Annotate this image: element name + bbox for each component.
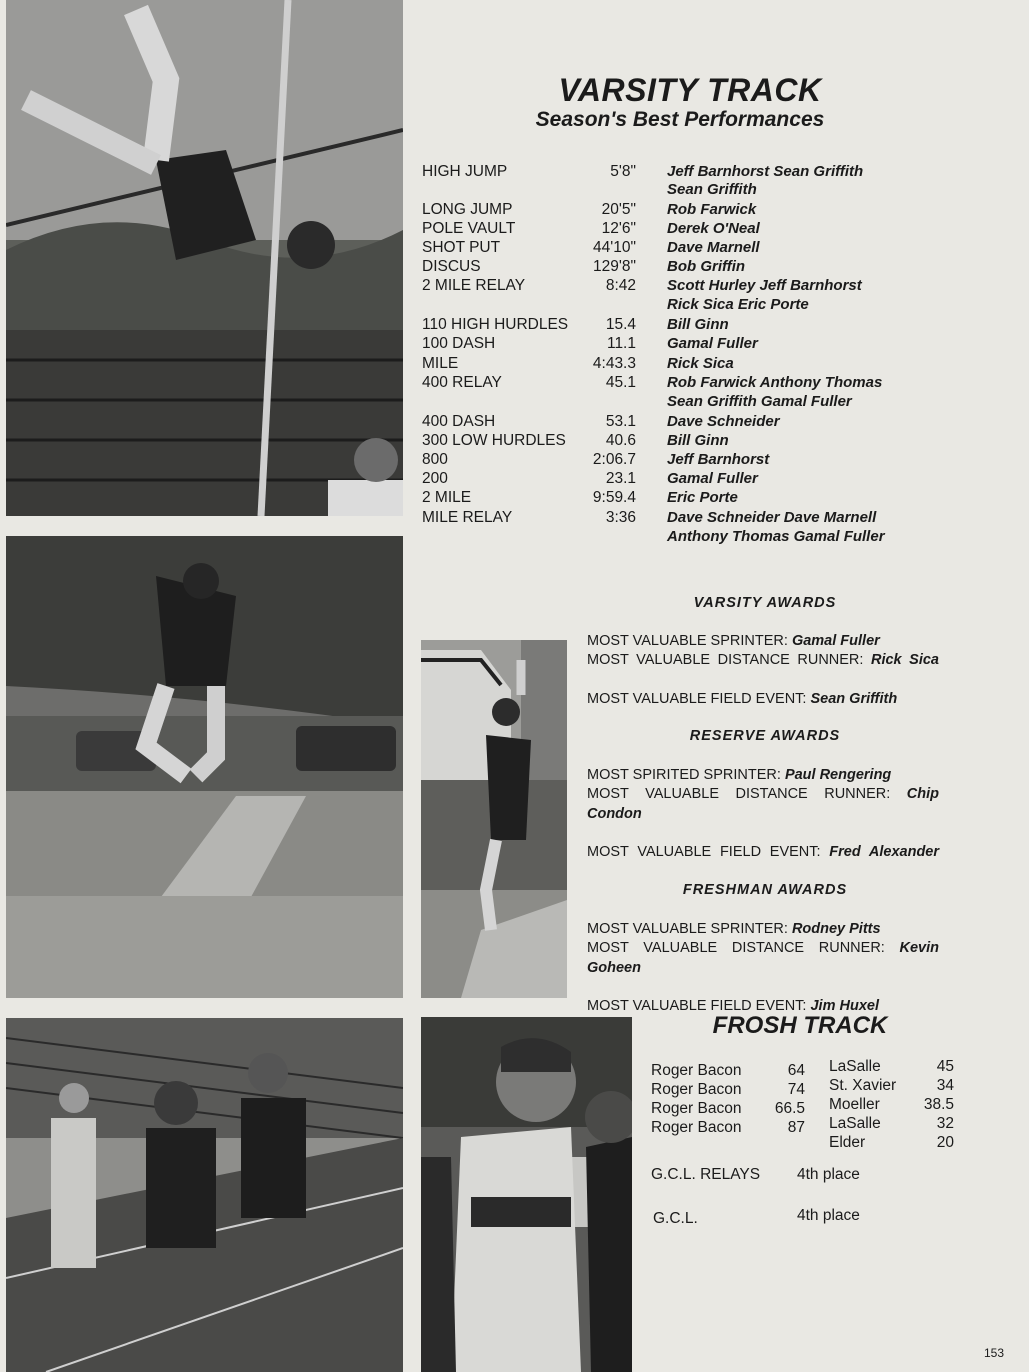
award-label: MOST VALUABLE DISTANCE RUNNER: <box>587 786 891 803</box>
frosh-score: 74 <box>787 1081 805 1098</box>
award-label: MOST VALUABLE FIELD EVENT: <box>587 690 807 707</box>
varsity-awards-list <box>587 632 939 709</box>
award-winner: Gamal Fuller <box>791 633 880 649</box>
freshman-awards-heading: FRESHMAN AWARDS <box>682 882 848 898</box>
award-winner: Sean Griffith <box>810 690 898 707</box>
frosh-title: FROSH TRACK <box>712 1012 888 1039</box>
frosh-result-meet: G.C.L. RELAYS <box>651 1166 761 1183</box>
record-event: 800 <box>422 451 448 468</box>
award-item <box>587 920 939 939</box>
varsity-awards-heading: VARSITY AWARDS <box>693 595 837 611</box>
record-mark: 53.1 <box>605 413 636 430</box>
page-title: VARSITY TRACK <box>558 72 822 108</box>
record-names: Rick Sica Eric Porte <box>667 296 809 313</box>
record-event: DISCUS <box>422 258 481 275</box>
award-item <box>587 766 939 785</box>
award-label: MOST VALUABLE DISTANCE RUNNER: <box>587 652 864 669</box>
record-event: SHOT PUT <box>422 239 501 256</box>
record-mark: 40.6 <box>605 432 636 449</box>
record-names: Scott Hurley Jeff Barnhorst <box>667 277 862 294</box>
record-mark: 45.1 <box>605 374 636 391</box>
award-winner: Jim Huxel <box>810 997 879 1014</box>
record-names: Jeff Barnhorst <box>667 451 770 468</box>
record-event: 400 DASH <box>422 413 496 430</box>
frosh-opponent: St. Xavier <box>829 1077 897 1094</box>
frosh-score: 87 <box>787 1119 805 1136</box>
record-names: Bill Ginn <box>667 432 729 449</box>
frosh-result-place: 4th place <box>797 1166 860 1183</box>
record-names: Dave Marnell <box>667 239 760 256</box>
record-event: MILE RELAY <box>422 509 513 526</box>
record-mark: 15.4 <box>605 316 636 333</box>
frosh-result-meet: G.C.L. <box>653 1210 698 1227</box>
record-event: 100 DASH <box>422 335 496 352</box>
record-names: Sean Griffith <box>667 181 757 198</box>
award-item <box>587 843 939 862</box>
page-number: 153 <box>984 1346 1005 1360</box>
record-event: 2 MILE RELAY <box>422 277 526 294</box>
record-event: 200 <box>422 470 448 487</box>
frosh-result-place: 4th place <box>797 1207 860 1224</box>
award-label: MOST SPIRITED SPRINTER: <box>587 767 781 783</box>
frosh-opp-score: 38.5 <box>923 1096 954 1113</box>
award-winner: Chip Condon <box>587 786 939 822</box>
record-names: Rick Sica <box>667 355 734 372</box>
photo-track-runners <box>6 1018 403 1372</box>
record-event: 400 RELAY <box>422 374 502 391</box>
record-names: Eric Porte <box>667 489 738 506</box>
record-names: Anthony Thomas Gamal Fuller <box>667 528 885 545</box>
award-label: MOST VALUABLE SPRINTER: <box>587 633 788 649</box>
award-label: MOST VALUABLE SPRINTER: <box>587 921 788 937</box>
award-label: MOST VALUABLE FIELD EVENT: <box>587 997 807 1014</box>
award-item <box>587 651 939 670</box>
frosh-opponent: LaSalle <box>829 1058 881 1075</box>
record-mark: 129'8" <box>593 258 636 275</box>
record-names: Rob Farwick Anthony Thomas <box>667 374 883 391</box>
frosh-opp-score: 45 <box>936 1058 954 1075</box>
record-names: Jeff Barnhorst Sean Griffith <box>667 163 864 180</box>
frosh-team: Roger Bacon <box>651 1100 742 1117</box>
frosh-team: Roger Bacon <box>651 1081 742 1098</box>
record-event: HIGH JUMP <box>422 163 508 180</box>
record-mark: 23.1 <box>605 470 636 487</box>
frosh-team: Roger Bacon <box>651 1062 742 1079</box>
record-mark: 3:36 <box>605 509 636 526</box>
record-event: MILE <box>422 355 459 372</box>
award-item <box>587 939 939 978</box>
award-item <box>587 785 939 824</box>
record-names: Bob Griffin <box>667 258 746 275</box>
frosh-opp-score: 32 <box>936 1115 954 1132</box>
frosh-score: 64 <box>787 1062 805 1079</box>
frosh-opp-score: 34 <box>936 1077 954 1094</box>
award-winner: Rick Sica <box>870 652 939 669</box>
frosh-opponent: Moeller <box>829 1096 880 1113</box>
record-mark: 11.1 <box>606 335 636 352</box>
photo-long-jump <box>6 536 403 998</box>
award-item <box>587 632 939 651</box>
award-label: MOST VALUABLE DISTANCE RUNNER: <box>587 940 885 957</box>
page-subtitle: Season's Best Performances <box>535 108 825 131</box>
frosh-opp-score: 20 <box>936 1134 954 1151</box>
record-names: Gamal Fuller <box>667 335 758 352</box>
record-mark: 2:06.7 <box>592 451 636 468</box>
frosh-opponent: LaSalle <box>829 1115 881 1132</box>
record-mark: 5'8" <box>610 163 636 180</box>
frosh-opponent: Elder <box>829 1134 866 1151</box>
record-event: 300 LOW HURDLES <box>422 432 566 449</box>
freshman-awards-list <box>587 920 939 1016</box>
photo-high-jump <box>421 640 567 998</box>
award-label: MOST VALUABLE FIELD EVENT: <box>587 843 821 860</box>
record-names: Bill Ginn <box>667 316 729 333</box>
frosh-score: 66.5 <box>774 1100 805 1117</box>
record-names: Dave Schneider <box>667 413 780 430</box>
award-winner: Paul Rengering <box>784 767 892 783</box>
record-event: LONG JUMP <box>422 201 513 218</box>
record-event: 110 HIGH HURDLES <box>422 316 569 333</box>
record-names: Rob Farwick <box>667 201 757 218</box>
record-mark: 8:42 <box>605 277 636 294</box>
photo-pole-vault <box>6 0 403 516</box>
frosh-team: Roger Bacon <box>651 1119 742 1136</box>
award-item <box>587 690 939 709</box>
reserve-awards-list <box>587 766 939 862</box>
photo-frosh-runners <box>421 1017 632 1372</box>
record-mark: 4:43.3 <box>592 355 636 372</box>
record-names: Derek O'Neal <box>667 220 760 237</box>
record-event: 2 MILE <box>422 489 472 506</box>
record-mark: 44'10" <box>593 239 636 256</box>
record-names: Sean Griffith Gamal Fuller <box>667 393 852 410</box>
record-names: Gamal Fuller <box>667 470 758 487</box>
record-mark: 9:59.4 <box>592 489 636 506</box>
award-winner: Fred Alexander <box>829 843 940 860</box>
record-mark: 20'5" <box>601 201 636 218</box>
reserve-awards-heading: RESERVE AWARDS <box>689 728 841 744</box>
record-names: Dave Schneider Dave Marnell <box>667 509 877 526</box>
record-event: POLE VAULT <box>422 220 516 237</box>
award-winner: Kevin Goheen <box>587 940 940 976</box>
award-winner: Rodney Pitts <box>791 921 881 937</box>
record-mark: 12'6" <box>601 220 636 237</box>
